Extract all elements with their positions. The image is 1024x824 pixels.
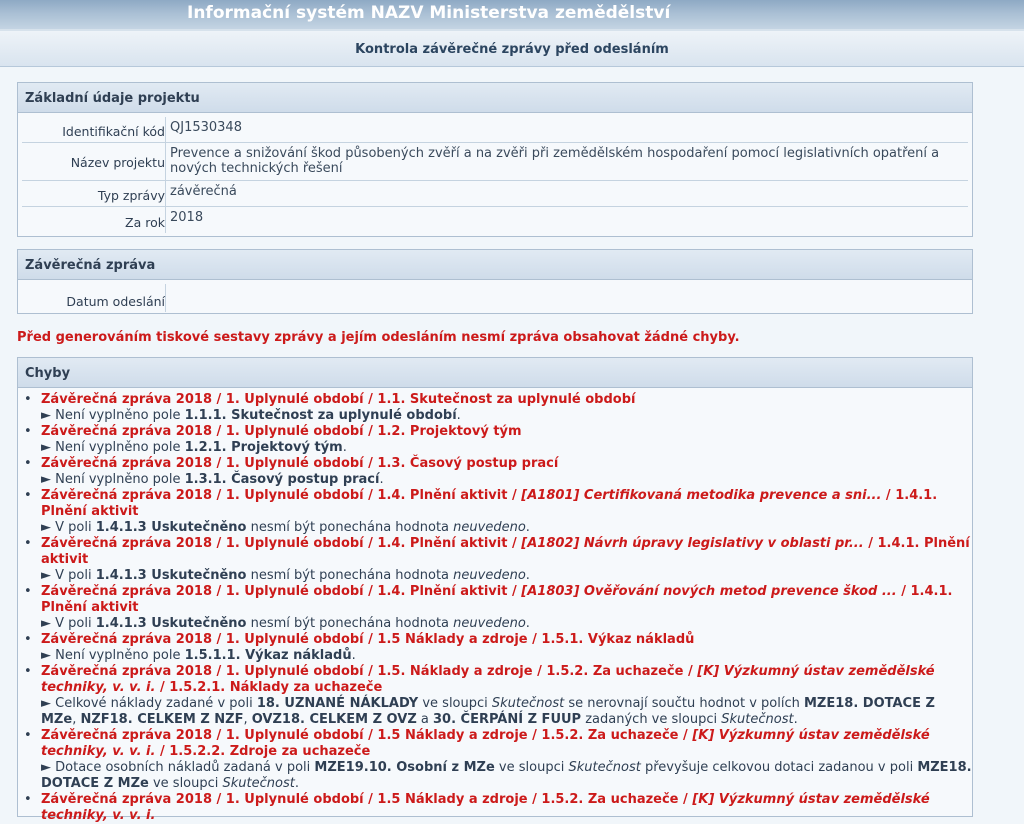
error-location-link[interactable]: Závěrečná zpráva 2018 / 1. Uplynulé období / 1.5 Náklady a zdroje / 1.5.2. Za uchazeče / [K] Výzkumný ústav zemědělské techniky, v. v. i. / 1.5.2.2. Zdroje za uchazeče: [41, 728, 930, 759]
bullet-icon: •: [24, 392, 32, 407]
error-item: [22, 456, 972, 488]
bullet-icon: •: [24, 728, 32, 743]
bullet-icon: •: [24, 424, 32, 439]
error-item: [22, 536, 972, 584]
arrow-right-icon: ►: [41, 696, 56, 711]
bullet-icon: •: [24, 632, 32, 647]
arrow-right-icon: ►: [41, 568, 56, 583]
final-report-panel: [17, 249, 973, 314]
error-item: [22, 664, 972, 728]
error-message: ► Dotace osobních nákladů zadaná v poli MZE19.10. Osobní z MZe ve sloupci Skutečnost převyšuje celkovou dotaci zadanou v poli MZE18. DOTACE Z MZe ve sloupci Skutečnost.: [41, 760, 972, 791]
error-location-link[interactable]: Závěrečná zpráva 2018 / 1. Uplynulé období / 1.2. Projektový tým: [41, 424, 522, 439]
error-item: [22, 424, 972, 456]
error-list: [18, 388, 972, 824]
final-report-heading: Závěrečná zpráva: [18, 250, 972, 280]
arrow-right-icon: ►: [41, 616, 56, 631]
error-item: [22, 584, 972, 632]
row-send-date: [22, 284, 968, 312]
error-location-link[interactable]: Závěrečná zpráva 2018 / 1. Uplynulé období / 1.5. Náklady a zdroje / 1.5.2. Za uchazeče / [K] Výzkumný ústav zemědělské techniky, v. v. i. / 1.5.2.1. Náklady za uchazeče: [41, 664, 935, 695]
project-name-value: Prevence a snižování škod působených zvěří a na zvěři při zemědělském hospodaření pomocí legislativních opatření a nových technických řešení: [170, 146, 940, 176]
errors-heading: Chyby: [18, 358, 972, 388]
errors-panel: [17, 357, 973, 823]
project-name-label: Název projektu: [22, 143, 166, 180]
project-info-heading: Základní údaje projektu: [18, 83, 972, 113]
bullet-icon: •: [24, 792, 32, 807]
bullet-icon: •: [24, 584, 32, 599]
bullet-icon: •: [24, 536, 32, 551]
year-label: Za rok: [22, 207, 166, 233]
warning-message: Před generováním tiskové sestavy zprávy a jejím odesláním nesmí zpráva obsahovat žádné chyby.: [17, 330, 740, 345]
error-message: ► Není vyplněno pole 1.2.1. Projektový tým.: [41, 440, 347, 455]
page-header: [0, 31, 1024, 67]
arrow-right-icon: ►: [41, 408, 56, 423]
error-location-link[interactable]: Závěrečná zpráva 2018 / 1. Uplynulé období / 1.3. Časový postup prací: [41, 456, 559, 471]
bullet-icon: •: [24, 456, 32, 471]
arrow-right-icon: ►: [41, 472, 56, 487]
error-item: [22, 392, 972, 424]
error-item: [22, 728, 972, 792]
app-title: Informační systém NAZV Ministerstva zemědělství: [187, 3, 671, 23]
row-year: [22, 207, 968, 233]
row-report-type: [22, 181, 968, 207]
project-code-label: Identifikační kód: [22, 117, 166, 142]
row-project-code: [22, 117, 968, 143]
error-message: ► Celkové náklady zadané v poli 18. UZNANÉ NÁKLADY ve sloupci Skutečnost se nerovnají součtu hodnot v polích MZE18. DOTACE Z MZe, NZF18. CELKEM Z NZF, OVZ18. CELKEM Z OVZ a 30. ČERPÁNÍ Z FUUP zadaných ve sloupci Skutečnost.: [41, 696, 935, 727]
error-message: ► Není vyplněno pole 1.5.1.1. Výkaz nákladů.: [41, 648, 356, 663]
error-location-link[interactable]: Závěrečná zpráva 2018 / 1. Uplynulé období / 1.1. Skutečnost za uplynulé období: [41, 392, 636, 407]
error-location-link[interactable]: Závěrečná zpráva 2018 / 1. Uplynulé období / 1.4. Plnění aktivit / [A1802] Návrh úpravy legislativy v oblasti pr... / 1.4.1. Plnění aktivit: [41, 536, 970, 567]
arrow-right-icon: ►: [41, 648, 56, 663]
error-item: [22, 632, 972, 664]
error-location-link[interactable]: Závěrečná zpráva 2018 / 1. Uplynulé období / 1.4. Plnění aktivit / [A1801] Certifikovaná metodika prevence a sni... / 1.4.1. Plnění aktivit: [41, 488, 938, 519]
bullet-icon: •: [24, 488, 32, 503]
error-message: ► Není vyplněno pole 1.3.1. Časový postup prací.: [41, 472, 384, 487]
send-date-label: Datum odeslání: [22, 284, 166, 312]
arrow-right-icon: ►: [41, 520, 56, 535]
error-item: [22, 488, 972, 536]
error-location-link[interactable]: Závěrečná zpráva 2018 / 1. Uplynulé období / 1.4. Plnění aktivit / [A1803] Ověřování nových metod prevence škod ... / 1.4.1. Plnění aktivit: [41, 584, 953, 615]
error-message: ► V poli 1.4.1.3 Uskutečněno nesmí být ponechána hodnota neuvedeno.: [41, 568, 530, 583]
year-value: 2018: [170, 210, 204, 225]
project-info-panel: [17, 82, 973, 237]
error-message: ► V poli 1.4.1.3 Uskutečněno nesmí být ponechána hodnota neuvedeno.: [41, 520, 530, 535]
error-message: ► V poli 1.4.1.3 Uskutečněno nesmí být ponechána hodnota neuvedeno.: [41, 616, 530, 631]
report-type-label: Typ zprávy: [22, 181, 166, 206]
arrow-right-icon: ►: [41, 440, 56, 455]
bullet-icon: •: [24, 664, 32, 679]
page-title: Kontrola závěrečné zprávy před odesláním: [355, 42, 669, 57]
report-type-value: závěrečná: [170, 184, 237, 199]
arrow-right-icon: ►: [41, 760, 56, 775]
send-date-value: [166, 284, 174, 312]
project-code-value: QJ1530348: [170, 120, 242, 135]
error-location-link[interactable]: Závěrečná zpráva 2018 / 1. Uplynulé období / 1.5 Náklady a zdroje / 1.5.2. Za uchazeče / [K] Výzkumný ústav zemědělské techniky, v. v. i.: [41, 792, 930, 823]
error-message: ► Není vyplněno pole 1.1.1. Skutečnost za uplynulé období.: [41, 408, 461, 423]
error-item: [22, 792, 972, 824]
app-header: [0, 0, 1024, 31]
row-project-name: [22, 143, 968, 181]
error-location-link[interactable]: Závěrečná zpráva 2018 / 1. Uplynulé období / 1.5 Náklady a zdroje / 1.5.1. Výkaz nákladů: [41, 632, 695, 647]
